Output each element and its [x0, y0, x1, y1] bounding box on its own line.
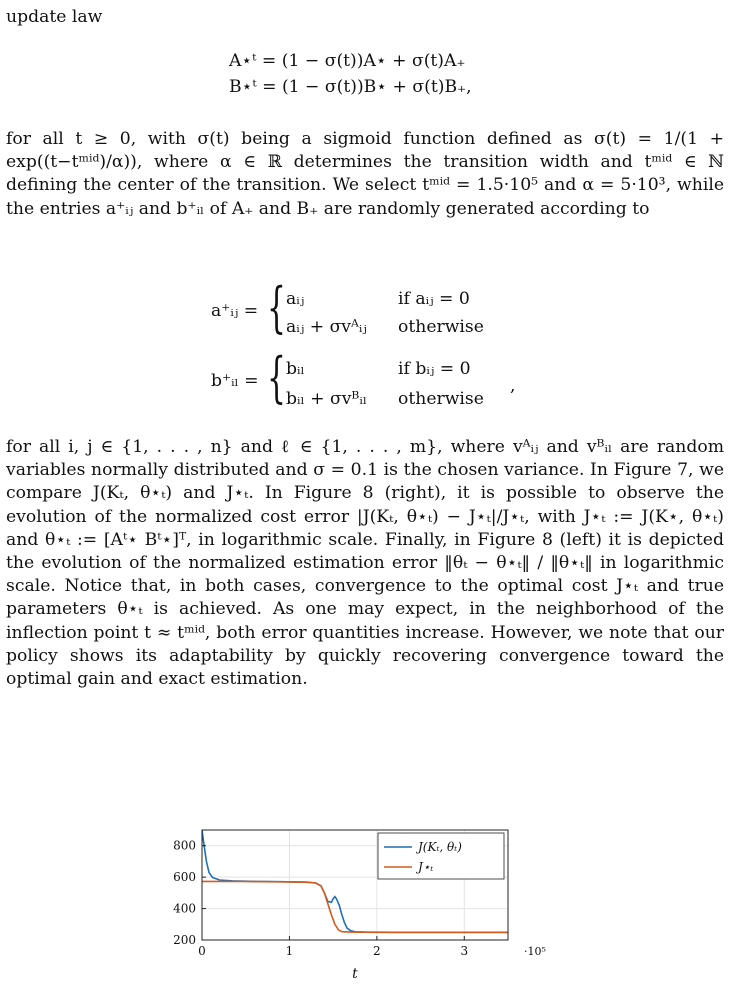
y-tick-label: 200 [173, 933, 196, 947]
x-tick-label: 1 [285, 944, 294, 958]
case-b-second: bᵢₗ + σvᴮᵢₗ [286, 389, 367, 409]
case-b-brace: { [267, 346, 286, 409]
case-b-first-condition: if bᵢⱼ = 0 [398, 359, 471, 379]
case-a-first-condition: if aᵢⱼ = 0 [398, 289, 470, 309]
case-b-first: bᵢₗ [286, 359, 305, 379]
intro-text: update law [6, 7, 103, 27]
series-line-2 [202, 881, 508, 932]
figure-cost-plot [140, 828, 580, 978]
legend-label-2: J⋆ₜ [418, 860, 434, 874]
paragraph-sigmoid: for all t ≥ 0, with σ(t) being a sigmoid function defined as σ(t) = 1/(1 + exp((t−tᵐⁱᵈ)/α)), where α ∈ ℝ determines the transition width and tᵐⁱᵈ ∈ ℕ defining the center of the transition. We select tᵐⁱᵈ = 1.5·10⁵ and α = 5·10³, while the entries a⁺ᵢⱼ and b⁺ᵢₗ of A₊ and B₊ are randomly generated according to [6, 129, 724, 219]
x-tick-label: 3 [460, 944, 469, 958]
case-a-lhs: a⁺ᵢⱼ = [211, 301, 259, 321]
paragraph-results: for all i, j ∈ {1, . . . , n} and ℓ ∈ {1, . . . , m}, where vᴬᵢⱼ and vᴮᵢₗ are random variables normally distributed and σ = 0.1 is the chosen variance. In Figure 7, we compare J(Kₜ, θ⋆ₜ) and J⋆ₜ. In Figure 8 (right), it is possible to observe the evolution of the normalized cost error |J(Kₜ, θ⋆ₜ) − J⋆ₜ|/J⋆ₜ, with J⋆ₜ := J(K⋆, θ⋆ₜ) and θ⋆ₜ := [Aᵗ⋆ Bᵗ⋆]ᵀ, in logarithmic scale. Finally, in Figure 8 (left) it is depicted the evolution of the normalized estimation error ‖θₜ − θ⋆ₜ‖ / ‖θ⋆ₜ‖ in logarithmic scale. Notice that, in both cases, convergence to the optimal cost J⋆ₜ and true parameters θ⋆ₜ is achieved. As one may expect, in the neighborhood of the inflection point t ≈ tᵐⁱᵈ, both error quantities increase. However, we note that our policy shows its adaptability by quickly recovering convergence toward the optimal gain and exact estimation. [6, 437, 724, 690]
case-comma: , [510, 376, 516, 396]
x-axis-label: t [352, 966, 358, 978]
case-b-second-condition: otherwise [398, 389, 484, 409]
case-a-brace: { [267, 276, 286, 339]
cost-chart [140, 828, 580, 978]
y-tick-label: 600 [173, 870, 196, 885]
y-tick-label: 800 [173, 838, 196, 853]
x-tick-label: 0 [198, 944, 206, 958]
case-a-first: aᵢⱼ [286, 289, 305, 309]
x-tick-label: 2 [373, 944, 381, 958]
y-tick-label: 400 [173, 901, 196, 916]
case-a-second: aᵢⱼ + σvᴬᵢⱼ [286, 317, 367, 337]
legend-label-1: J(Kₜ, θₜ) [418, 840, 462, 854]
equation-b-update: B⋆ᵗ = (1 − σ(t))B⋆ + σ(t)B₊, [229, 77, 472, 97]
case-b-lhs: b⁺ᵢₗ = [211, 371, 259, 391]
case-a-second-condition: otherwise [398, 317, 484, 337]
x-axis-multiplier: ·10⁵ [524, 945, 546, 958]
equation-a-update: A⋆ᵗ = (1 − σ(t))A⋆ + σ(t)A₊ [229, 51, 466, 71]
